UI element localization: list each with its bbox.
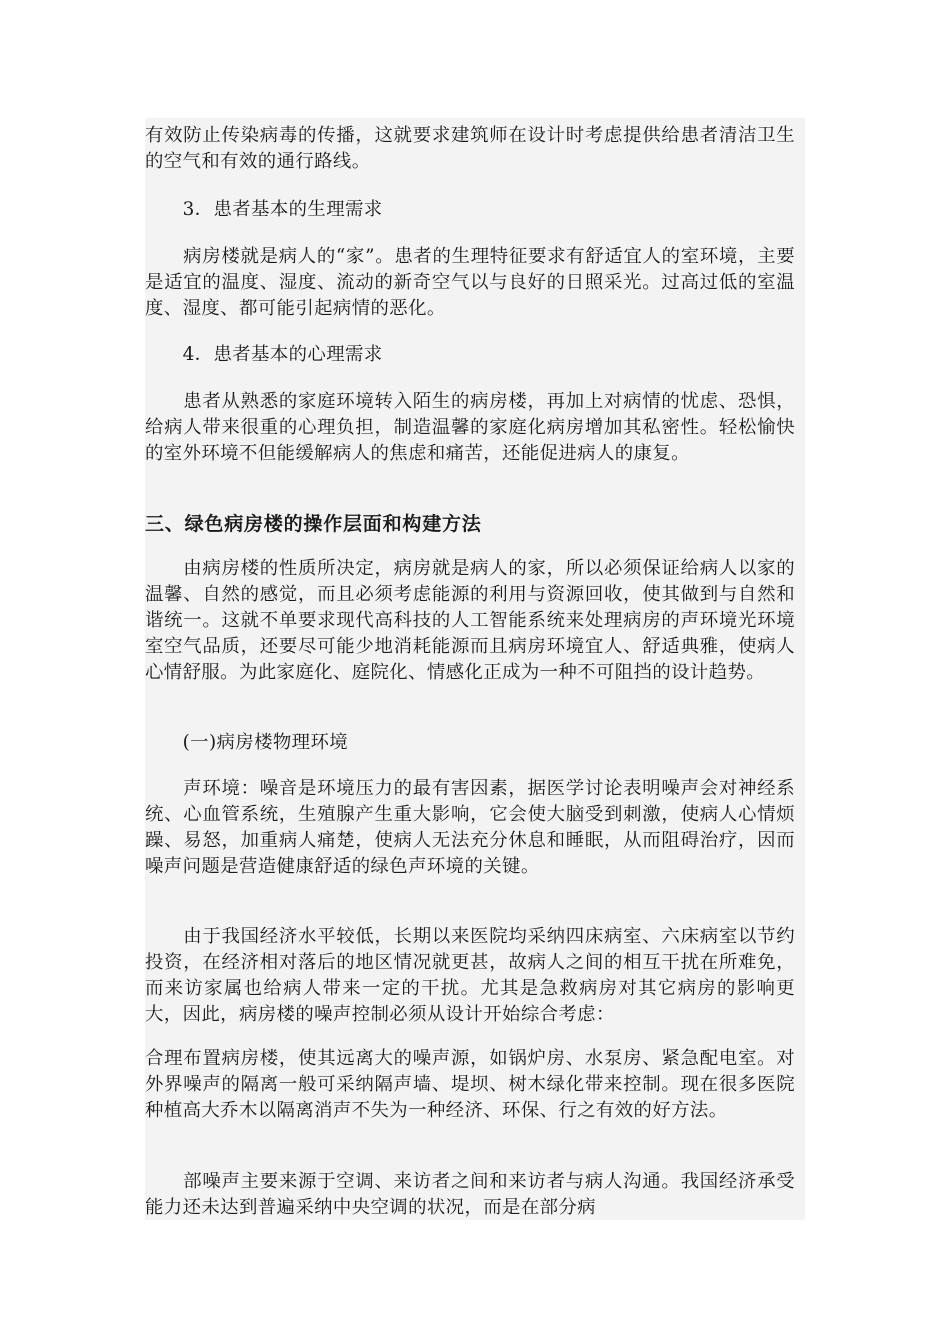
paragraph-psychological-needs: 患者从熟悉的家庭环境转入陌生的病房楼，再加上对病情的忧虑、恐惧，给病人带来很重的心理负担，制造温馨的家庭化病房增加其私密性。轻松愉快的室外环境不但能缓解病人的焦虑和痛苦，还能促进病人的康复。 (145, 391, 795, 464)
paragraph-acoustic-environment: 声环境：噪音是环境压力的最有害因素，据医学讨论表明噪声会对神经系统、心血管系统，生殖腺产生重大影响，它会使大脑受到刺激，使病人心情烦躁、易怒，加重病人痛楚，使病人无法充分休息和睡眠，从而阻碍治疗，因而噪声问题是营造健康舒适的绿色声环境的关键。 (145, 778, 795, 877)
paragraph-hygiene-continuation: 有效防止传染病毒的传播，这就要求建筑师在设计时考虑提供给患者清洁卫生的空气和有效的通行路线。 (145, 125, 795, 172)
paragraph-noise-source-layout: 合理布置病房楼，使其远离大的噪声源，如锅炉房、水泵房、紧急配电室。对外界噪声的隔离一般可采纳隔声墙、堤坝、树木绿化带来控制。现在很多医院种植高大乔木以隔离消声不失为一种经济、环保、行之有效的好方法。 (145, 1048, 795, 1121)
paragraph-economic-conditions: 由于我国经济水平较低，长期以来医院均采纳四床病室、六床病室以节约投资，在经济相对落后的地区情况就更甚，故病人之间的相互干扰在所难免，而来访家属也给病人带来一定的干扰。尤其是急救病房对其它病房的影响更大，因此，病房楼的噪声控制必须从设计开始综合考虑： (145, 926, 795, 1025)
paragraph-section-intro: 由病房楼的性质所决定，病房就是病人的家，所以必须保证给病人以家的温馨、自然的感觉，而且必须考虑能源的利用与资源回收，使其做到与自然和谐统一。这就不单要求现代高科技的人工智能系统来处理病房的声环境光环境室空气品质，还要尽可能少地消耗能源而且病房环境宜人、舒适典雅，使病人心情舒服。为此家庭化、庭院化、情感化正成为一种不可阻挡的设计趋势。 (145, 558, 795, 683)
subheading-physical-environment: (一)病房楼物理环境 (145, 732, 349, 753)
section-heading-3: 三、绿色病房楼的操作层面和构建方法 (145, 513, 482, 535)
paragraph-internal-noise: 部噪声主要来源于空调、来访者之间和来访者与病人沟通。我国经济承受能力还未达到普遍采纳中央空调的状况，而是在部分病 (145, 1171, 795, 1218)
subheading-physiological-needs: 3．患者基本的生理需求 (145, 199, 383, 220)
paragraph-physiological-needs: 病房楼就是病人的“家”。患者的生理特征要求有舒适宜人的室环境，主要是适宜的温度、湿度、流动的新奇空气以与良好的日照采光。过高过低的室温度、湿度、都可能引起病情的恶化。 (145, 246, 795, 319)
subheading-psychological-needs: 4．患者基本的心理需求 (145, 344, 383, 365)
